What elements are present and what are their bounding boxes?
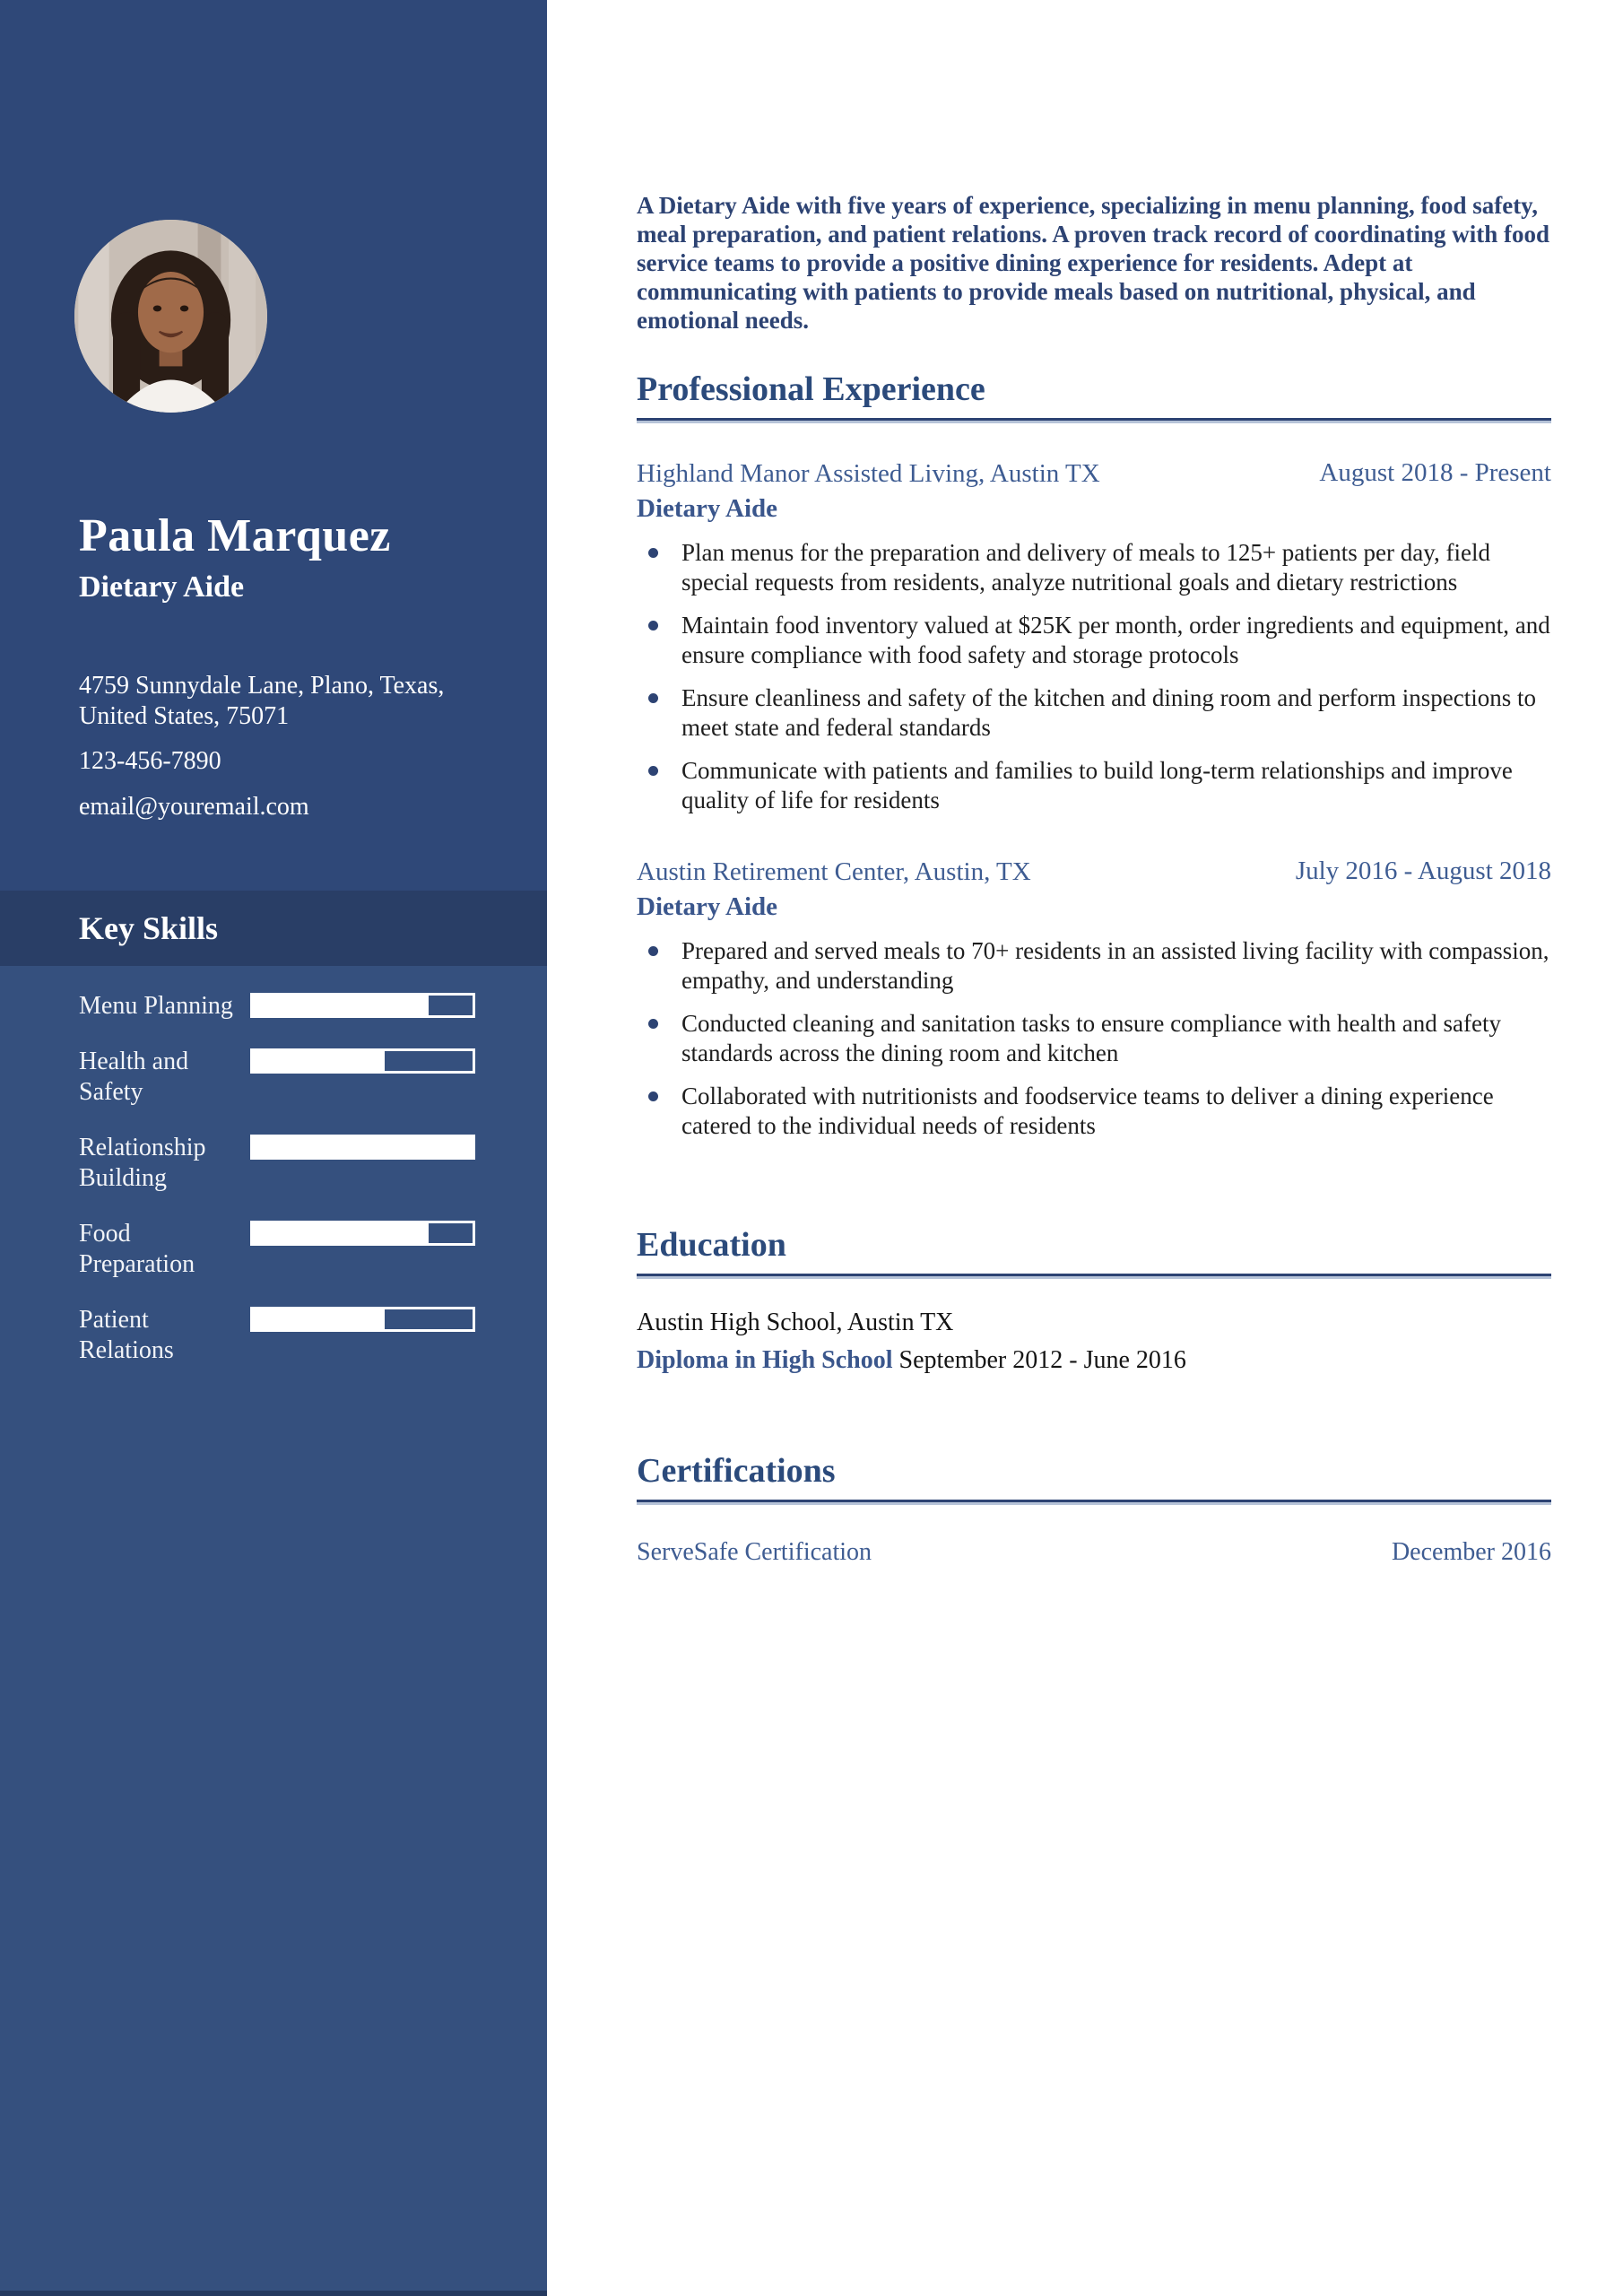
sidebar-bottom-edge (0, 2291, 547, 2296)
key-skills-heading: Key Skills (79, 910, 219, 946)
job-title: Dietary Aide (637, 892, 778, 921)
job-bullet-list (637, 936, 1551, 1141)
skill-bar (250, 1307, 475, 1332)
professional-summary: A Dietary Aide with five years of experience, specializing in menu planning, food safety, meal preparation, and patient relations. A proven track record of coordinating with food service teams to provide a positive dining experience for residents. Adept at communicating with patients to provide meals based on nutritional, physical, and emotional needs. (637, 192, 1549, 334)
experience-section (637, 370, 1551, 1154)
job-title: Dietary Aide (637, 494, 778, 523)
skill-bar (250, 993, 475, 1018)
education-section (637, 1225, 1551, 1375)
job-entry (637, 857, 1551, 1141)
skill-label: Relationship Building (79, 1134, 206, 1192)
address-line-1: 4759 Sunnydale Lane, Plano, Texas, (79, 672, 445, 700)
certifications-heading: Certifications (637, 1452, 836, 1490)
education-heading: Education (637, 1226, 786, 1264)
skill-bar (250, 1048, 475, 1074)
job-header (637, 458, 1551, 489)
skill-row (0, 1047, 547, 1108)
skill-label: Patient Relations (79, 1306, 174, 1364)
certification-row (637, 1538, 1551, 1567)
education-school: Austin High School, Austin TX (637, 1309, 954, 1336)
job-company: Highland Manor Assisted Living, Austin TX (637, 459, 1100, 488)
profile-photo (74, 220, 267, 413)
skill-bar (250, 1221, 475, 1246)
job-bullet: Conducted cleaning and sanitation tasks to ensure compliance with health and safety standards across the dining room and kitchen (681, 1009, 1551, 1068)
address-line-2: United States, 75071 (79, 702, 290, 730)
job-dates: July 2016 - August 2018 (1295, 857, 1551, 885)
skill-bar (250, 1135, 475, 1160)
person-job-title: Dietary Aide (79, 570, 245, 604)
job-dates: August 2018 - Present (1319, 458, 1551, 487)
skill-row (0, 991, 547, 1022)
skill-row (0, 1133, 547, 1194)
skill-bar-fill (253, 996, 429, 1015)
skill-bar-fill (253, 1137, 473, 1157)
job-header (637, 857, 1551, 887)
job-bullet: Maintain food inventory valued at $25K per month, order ingredients and equipment, and ensure compliance with food safety and storage protocols (681, 612, 1550, 668)
education-heading-rule (637, 1274, 1551, 1276)
job-company: Austin Retirement Center, Austin, TX (637, 857, 1031, 886)
skill-bar-fill (253, 1309, 385, 1329)
skill-label: Food Preparation (79, 1220, 195, 1278)
education-dates: September 2012 - June 2016 (898, 1346, 1186, 1374)
job-bullet: Plan menus for the preparation and delivery of meals to 125+ patients per day, field special requests from residents, analyze nutritional goals and dietary restrictions (681, 538, 1551, 597)
skill-label: Menu Planning (79, 992, 233, 1020)
phone-number: 123-456-7890 (79, 747, 221, 775)
certification-name: ServeSafe Certification (637, 1538, 872, 1566)
certifications-section (637, 1451, 1551, 1567)
profile-photo-illustration (74, 220, 267, 413)
experience-heading: Professional Experience (637, 370, 985, 408)
experience-heading-rule (637, 418, 1551, 421)
education-degree-line (637, 1346, 1551, 1375)
job-bullet-list (637, 538, 1551, 815)
main-content (547, 0, 1623, 2296)
sidebar (0, 0, 547, 2296)
skill-bar-fill (253, 1051, 385, 1071)
certifications-heading-rule (637, 1500, 1551, 1502)
key-skills-header-band (0, 891, 547, 966)
skill-label: Health and Safety (79, 1048, 189, 1106)
job-bullet: Collaborated with nutritionists and foodservice teams to deliver a dining experience catered to the individual needs of residents (681, 1082, 1551, 1141)
email-address: email@youremail.com (79, 793, 309, 821)
skill-row (0, 1305, 547, 1366)
person-name: Paula Marquez (79, 509, 391, 561)
skills-list (0, 991, 547, 1391)
job-bullet: Ensure cleanliness and safety of the kitchen and dining room and perform inspections to meet state and federal standards (681, 683, 1551, 743)
skill-bar-fill (253, 1223, 429, 1243)
job-entry (637, 458, 1551, 815)
certification-date: December 2016 (1391, 1538, 1551, 1566)
education-degree: Diploma in High School (637, 1346, 893, 1374)
skill-row (0, 1219, 547, 1280)
job-bullet: Communicate with patients and families to build long-term relationships and improve quality of life for residents (681, 756, 1551, 815)
address (79, 671, 491, 732)
job-bullet: Prepared and served meals to 70+ residents in an assisted living facility with compassion, empathy, and understanding (681, 936, 1551, 996)
